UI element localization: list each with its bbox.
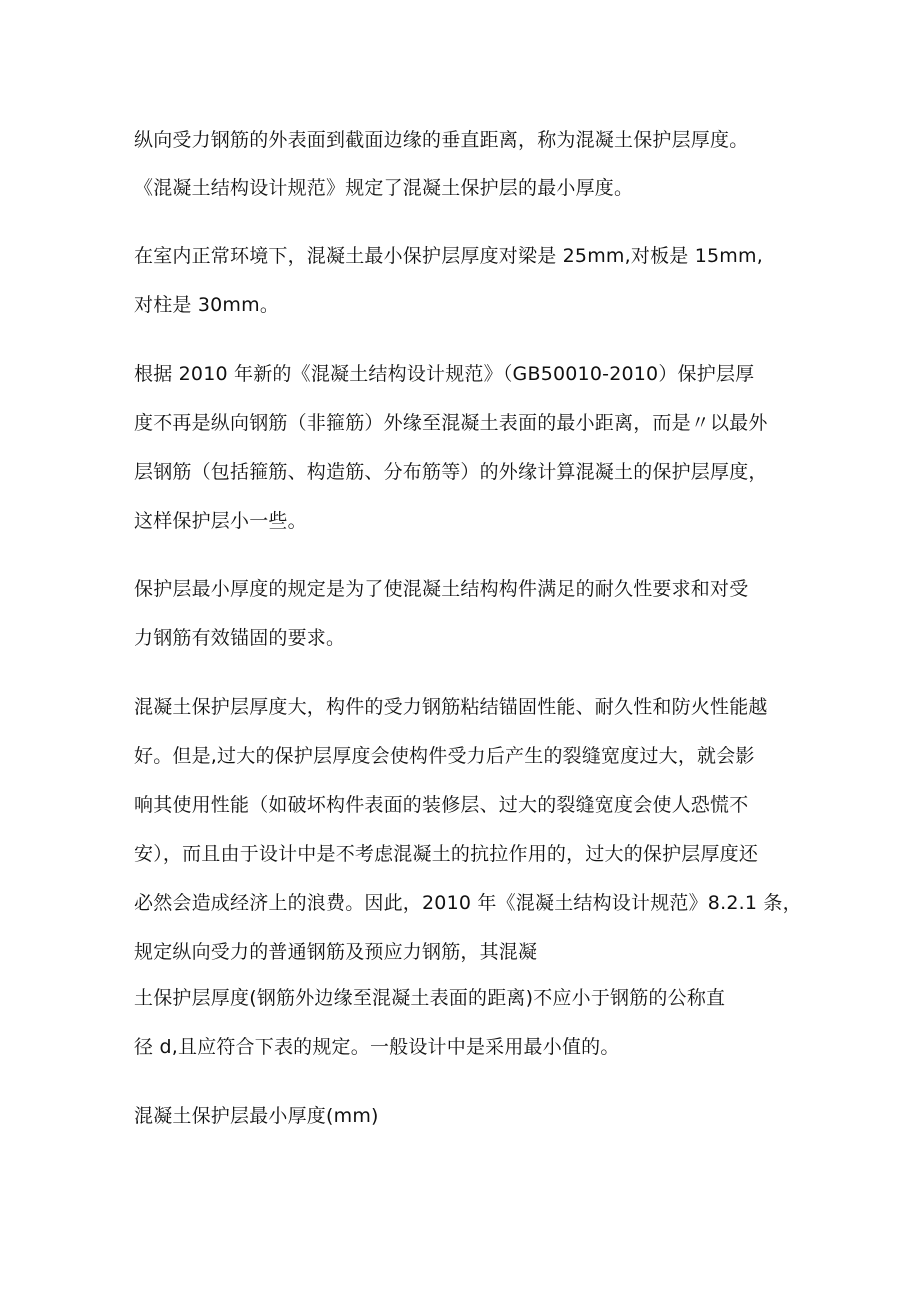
- text-line: 在室内正常环境下，混凝土最小保护层厚度对梁是 25mm,对板是 15mm,: [134, 245, 763, 267]
- text-line: 土保护层厚度(钢筋外边缘至混凝土表面的距离)不应小于钢筋的公称直: [134, 987, 726, 1009]
- text-line: 混凝土保护层厚度大，构件的受力钢筋粘结锚固性能、耐久性和防火性能越: [134, 696, 768, 718]
- text-line: 规定纵向受力的普通钢筋及预应力钢筋，其混凝: [134, 941, 538, 963]
- text-line: 安），而且由于设计中是不考虑混凝土的抗拉作用的，过大的保护层厚度还: [134, 843, 759, 865]
- text-line: 根据 2010 年新的《混凝土结构设计规范》（GB50010-2010）保护层厚: [134, 363, 755, 385]
- text-line: 响其使用性能（如破坏构件表面的装修层、过大的裂缝宽度会使人恐慌不: [134, 794, 749, 816]
- text-line: 纵向受力钢筋的外表面到截面边缘的垂直距离，称为混凝土保护层厚度。: [134, 129, 749, 151]
- text-line: 《混凝土结构设计规范》规定了混凝土保护层的最小厚度。: [134, 177, 634, 199]
- text-line: 力钢筋有效锚固的要求。: [134, 627, 346, 649]
- text-line: 这样保护层小一些。: [134, 510, 307, 532]
- text-line: 保护层最小厚度的规定是为了使混凝土结构构件满足的耐久性要求和对受: [134, 578, 749, 600]
- text-line: 必然会造成经济上的浪费。因此，2010 年《混凝土结构设计规范》8.2.1 条，: [134, 892, 802, 914]
- text-line: 好。但是,过大的保护层厚度会使构件受力后产生的裂缝宽度过大，就会影: [134, 745, 755, 767]
- text-line: 混凝土保护层最小厚度(mm): [134, 1105, 379, 1127]
- text-line: 度不再是纵向钢筋（非箍筋）外缘至混凝土表面的最小距离，而是〃以最外: [134, 412, 768, 434]
- text-line: 层钢筋（包括箍筋、构造筋、分布筋等）的外缘计算混凝土的保护层厚度，: [134, 461, 768, 483]
- text-line: 径 d,且应符合下表的规定。一般设计中是采用最小值的。: [134, 1036, 620, 1058]
- text-line: 对柱是 30mm。: [134, 294, 280, 316]
